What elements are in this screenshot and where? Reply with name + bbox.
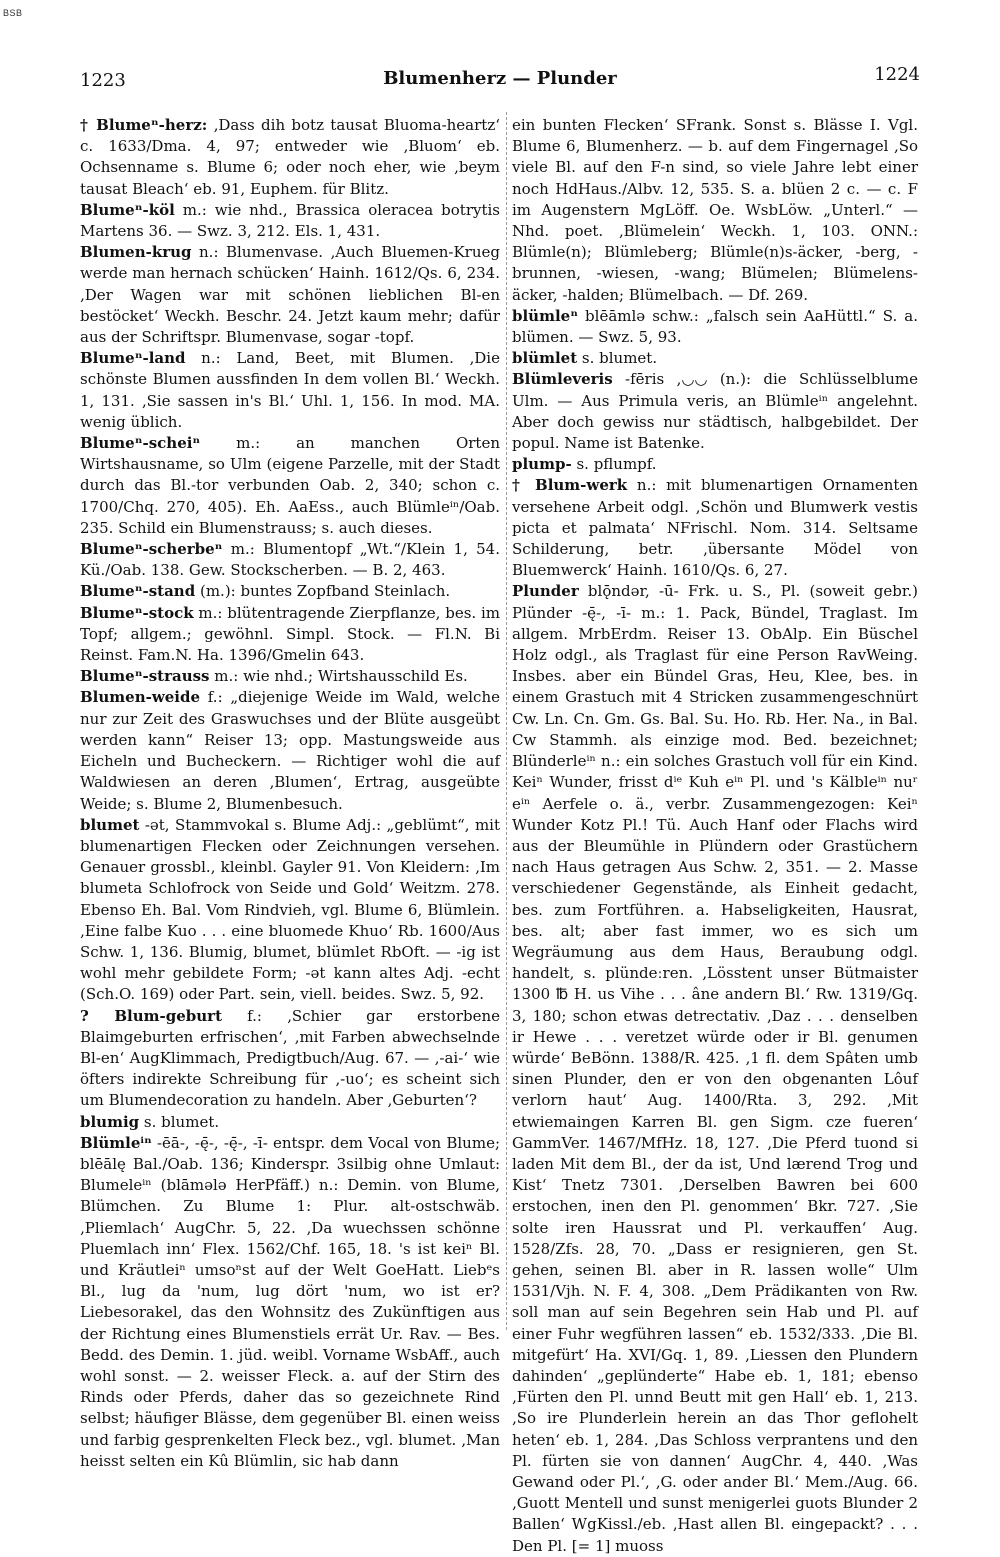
entry-headword: Blümleveris [512,370,613,389]
entry-headword: Blumen-krug [80,243,192,262]
entry-text: s. blumet. [577,349,658,368]
dictionary-entry [512,115,918,306]
entry-text: n.: Land, Beet, mit Blumen. ‚Die schönste Blumen aussfinden In dem vollen Bl.‘ Weckh. 1, 131. ‚Sie sassen in's Bl.‘ Uhl. 1, 156. In mod. MA. wenig üblich. [80,349,500,431]
left-column [80,115,500,1470]
entry-text: blǭndər, -ū- Frk. u. S., Pl. (soweit gebr.) Plünder -ę̄-, -ī- m.: 1. Pack, Bündel, Traglast. Im allgem. MrbErdm. Reiser 13. ObAlp. Ein Büschel Holz odgl., als Traglast für eine Person RavWeing. Insbes. aber ein Bündel Gras, Heu, Klee, bes. in einem Grastuch mit 4 Stricken zusammengeschnürt Cw. Ln. Cn. Gm. Gs. Bal. Su. Ho. Rb. Her. Na., in Bal. Cw Stammh. als einzige mod. Bed. bezeichnet; Blünderleⁱⁿ n.: ein solches Grastuch voll für ein Kind. Keiⁿ Wunder, frisst dⁱᵉ Kuh eⁱⁿ Pl. und 's Kälbleⁱⁿ nuʳ eⁱⁿ Aerfele o. ä., verbr. Zusammengezogen: Keiⁿ Wunder Kotz Pl.! Tü. Auch Hanf oder Flachs wird aus der Bleumühle in Plündern oder Grastüchern nach Haus getragen Aus Schw. 2, 351. — 2. Masse verschiedener Gegenstände, als Einheit gedacht, bes. zum Fortführen. a. Habseligkeiten, Hausrat, bes. alt; aber fast immer, wo es sich um Wegräumung aus dem Haus, Beraubung odgl. handelt, s. plündeːren. ‚Lösstent unser Bütmaister 1300 ℔ H. us Vihe . . . âne andern Bl.‘ Rw. 1319/Gq. 3, 180; schon etwas detrectativ. ‚Daz . . . denselben ir Hewe . . . veretzet würde oder ir Bl. genumen würde‘ BeBönn. 1388/R. 425. ‚1 fl. dem Spâten umb sinen Plunder, den er von den obgenanten Lôuf verlorn haut‘ Aug. 1400/Rta. 3, 292. ‚Mit etwiemaingen Karren Bl. gen Sigm. cze fueren‘ GammVer. 1467/MfHz. 18, 127. ‚Die Pferd tuond si laden Mit dem Bl., der da ist, Und lærend Trog und Kist‘ Tnetz 7301. ‚Derselben Bawren bei 600 erstochen, inen den Pl. genommen‘ Bkr. 727. ‚Sie solte iren Haussrat und Pl. verkauffen‘ Aug. 1528/Zfs. 28, 70. „Dass er resignieren, gen St. gehen, seinen Bl. aber in R. lassen wolle“ Ulm 1531/Vjh. N. F. 4, 308. „Dem Prädikanten von Rw. soll man auf sein Begehren sein Hab und Pl. auf einer Fuhr wegführen lassen“ eb. 1532/333. ‚Die Bl. mitgefürt‘ Ha. XVI/Gq. 1, 89. ‚Liessen den Plundern dahinden‘ „geplünderte“ Habe eb. 1, 181; ebenso ‚Fürten den Pl. unnd Beutt mit gen Hall‘ eb. 1, 213. ‚So ire Plunderlein herein an das Thor geflohelt heten‘ eb. 1, 284. ‚Das Schloss verprantens und den Pl. fürten sie von dannen‘ AugChr. 4, 440. ‚Was Gewand oder Pl.‘, ‚G. oder ander Bl.‘ Mem./Aug. 66. ‚Guott Mentell und sunst menigerlei guots Blunder 2 Ballen‘ WgKissl./eb. ‚Hast allen Bl. eingepackt? . . . Den Pl. [= 1] muoss [512,582,918,1555]
entry-text: -fēris ‚◡◡ (n.): die Schlüsselblume Ulm. — Aus Primula veris, an Blümleⁱⁿ angelehnt. Aber doch gewiss nur städtisch, halbgebildet. Der popul. Name ist Batenke. [512,370,918,453]
page-number-right: 1224 [874,64,920,85]
dictionary-entry [80,666,500,687]
dictionary-entry [80,687,500,814]
entry-headword: blumig [80,1112,140,1131]
entry-text: s. blumet. [139,1112,220,1131]
entry-headword: Blumeⁿ-scherbeⁿ [80,540,223,559]
entry-text: n.: Blumenvase. ‚Auch Bluemen-Krueg werde man hernach schücken‘ Hainh. 1612/Qs. 6, 234. ‚Der Wagen war mit schönen lieblichen Bl-en bestöcket‘ Weckh. Beschr. 24. Jetzt kaum mehr; dafür aus der Schriftspr. Blumenvase, sogar -topf. [80,243,500,347]
entry-headword: Plunder [512,582,579,601]
dictionary-entry [80,115,500,200]
entry-headword: Blumeⁿ-scheiⁿ [80,434,201,453]
entry-text: (m.): buntes Zopfband Steinlach. [195,582,451,601]
entry-headword: blümleⁿ [512,306,578,325]
dictionary-entry [80,581,500,602]
entry-headword: Blumeⁿ-köl [80,200,175,219]
dictionary-entry [80,1112,500,1133]
page-number-left: 1223 [80,70,126,91]
entry-text: m.: wie nhd.; Wirtshausschild Es. [209,667,468,686]
entry-text: -ət, Stammvokal s. Blume Adj.: „geblümt“, mit blumenartigen Flecken oder Zeichnungen versehen. Genauer grossbl., kleinbl. Gayler 91. Von Kleidern: ‚Im blumeta Schlofrock von Seide und Gold‘ Weitzm. 278. Ebenso Eh. Bal. Vom Rindvieh, vgl. Blume 6, Blümlein. ‚Eine falbe Kuo . . . eine bluomede Khuo‘ Rb. 1600/Aus Schw. 1, 136. Blumig, blumet, blümlet RbOft. — -ig ist wohl mehr gebildete Form; -ət kann altes Adj. -echt (Sch.O. 169) oder Part. sein, viell. beides. Swz. 5, 92. [80,815,500,1004]
entry-headword: Blumeⁿ-stand [80,582,196,601]
entry-headword: Blumeⁿ-stock [80,603,194,622]
entry-text: m.: an manchen Orten Wirtshausname, so Ulm (eigene Parzelle, mit der Stadt durch das Bl.-tor verbunden Oab. 2, 340; schon c. 1700/Chq. 270, 405). Eh. AaEss., auch Blümleⁱⁿ/Oab. 235. Schild ein Blumenstrauss; s. auch dieses. [80,434,500,537]
dictionary-entry [80,433,500,539]
entry-headword: Blümleⁱⁿ [80,1133,152,1152]
entry-headword: blumet [80,815,140,834]
dictionary-entry [512,306,918,348]
entry-headword: ? Blum-geburt [80,1006,223,1025]
dictionary-entry [512,454,918,475]
entry-headword: Blumeⁿ-strauss [80,667,210,686]
entry-headword: blümlet [512,349,578,368]
dictionary-entry [80,539,500,581]
entry-headword: plump- [512,455,572,474]
dictionary-entry [512,475,918,581]
dictionary-entry [80,1133,500,1472]
running-title: Blumenherz — Plunder [383,68,617,89]
entry-text: s. pflumpf. [571,455,657,474]
entry-text: ‚Dass dih botz tausat Bluoma-heartz‘ c. 1633/Dma. 4, 97; entweder wie ‚Bluom‘ eb. Ochsenname s. Blume 6; oder noch eher, wie ‚beym tausat Bleach‘ eb. 91, Euphem. für Blitz. [80,116,500,198]
entry-headword: Blumeⁿ-land [80,349,186,368]
entry-text: -ēā-, -ę̄-, -ę̄-, -ī- entspr. dem Vocal von Blume; blēālę Bal./Oab. 136; Kinderspr. 3silbig ohne Umlaut: Blumeleⁱⁿ (blāmələ HerPfäff.) n.: Demin. von Blume, Blümchen. Zu Blume 1: Plur. alt-ostschwäb. ‚Pliemlach‘ AugChr. 5, 22. ‚Da wuechssen schönne Pluemlach inn‘ Flex. 1562/Chf. 165, 18. 's ist keiⁿ Bl. und Kräutleiⁿ umsoⁿst auf der Welt GoeHatt. Liebᵉs Bl., lug da 'num, lug dört 'num, wo ist er? Liebesorakel, das den Wohnsitz des Zukünftigen aus der Richtung eines Blumenstiels errät Ur. Rav. — Bes. Bedd. des Demin. 1. jüd. weibl. Vorname WsbAff., auch wohl sonst. — 2. weisser Fleck. a. auf der Stirn des Rinds oder Pferds, daher das so gezeichnete Rind selbst; häufiger Blässe, dem gegenüber Bl. einen weiss und farbig gesprenkelten Fleck bez., vgl. blumet. ‚Man heisst selten ein Kû Blümlin, sic hab dann [80,1133,500,1470]
right-column [512,115,918,1555]
entry-text: m.: Blumentopf „Wt.“/Klein 1, 54. Kü./Oab. 138. Gew. Stockscherben. — B. 2, 463. [80,540,500,580]
entry-headword: † Blum-werk [512,476,628,495]
dictionary-entry [512,581,918,1556]
dictionary-entry [512,348,918,369]
dictionary-entry [80,603,500,667]
entry-text: m.: blütentragende Zierpflanze, bes. im Topf; allgem.; gewöhnl. Simpl. Stock. — Fl.N. Bi Reinst. Fam.N. Ha. 1396/Gmelin 643. [80,603,500,665]
dictionary-entry [512,369,918,454]
entry-text: m.: wie nhd., Brassica oleracea botrytis Martens 36. — Swz. 3, 212. Els. 1, 431. [80,200,500,241]
entry-text: f.: ‚Schier gar erstorbene Blaimgeburten erfrischen‘, ‚mit Farben abwechselnde Bl-en‘ AugKlimmach, Predigtbuch/Aug. 67. — ‚-ai-‘ wie öfters indirekte Schreibung für ‚-uo‘; es scheint sich um Blumendecoration zu handeln. Aber ‚Geburten‘? [80,1006,500,1110]
dictionary-entry [80,348,500,433]
dictionary-entry [80,1006,500,1112]
library-stamp: BSB [3,8,23,18]
entry-text: n.: mit blumenartigen Ornamenten versehene Arbeit odgl. ‚Schön und Blumwerk vestis picta et palmata‘ NFrischl. Nom. 314. Seltsame Schilderung, betr. ‚übersante Mödel von Bluemwerck‘ Hainh. 1610/Qs. 6, 27. [512,476,918,580]
page-header [80,64,920,92]
dictionary-entry [80,815,500,1006]
column-divider [506,112,507,1330]
entry-text: blēāmlə schw.: „falsch sein AaHüttl.“ S. a. blümen. — Swz. 5, 93. [512,306,918,347]
entry-text: f.: „diejenige Weide im Wald, welche nur zur Zeit des Graswuchses und der Blüte ausgeübt werden kann“ Reiser 13; opp. Mastungsweide aus Eicheln und Bucheckern. — Richtiger wohl die auf Waldwiesen an deren ‚Blumen‘, Ertrag, ausgeübte Weide; s. Blume 2, Blumenbesuch. [80,688,500,813]
dictionary-entry [80,200,500,242]
entry-headword: † Blumeⁿ-herz: [80,116,208,134]
entry-headword: Blumen-weide [80,688,201,707]
dictionary-entry [80,242,500,348]
entry-text: ein bunten Flecken‘ SFrank. Sonst s. Blässe I. Vgl. Blume 6, Blumenherz. — b. auf dem Fingernagel ‚So viele Bl. auf den F-n sind, so viele Jahre lebt einer noch HdHaus./Albv. 12, 535. S. a. blüen 2 c. — c. F im Augenstern MgLöff. Oe. WsbLöw. „Unterl.“ — Nhd. poet. ‚Blümelein‘ Weckh. 1, 103. ONN.: Blümle(n); Blümleberg; Blümle(n)s-äcker, -berg, -brunnen, -wiesen, -wang; Blümelen; Blümelens-äcker, -halden; Blümelbach. — Df. 269. [512,116,918,304]
